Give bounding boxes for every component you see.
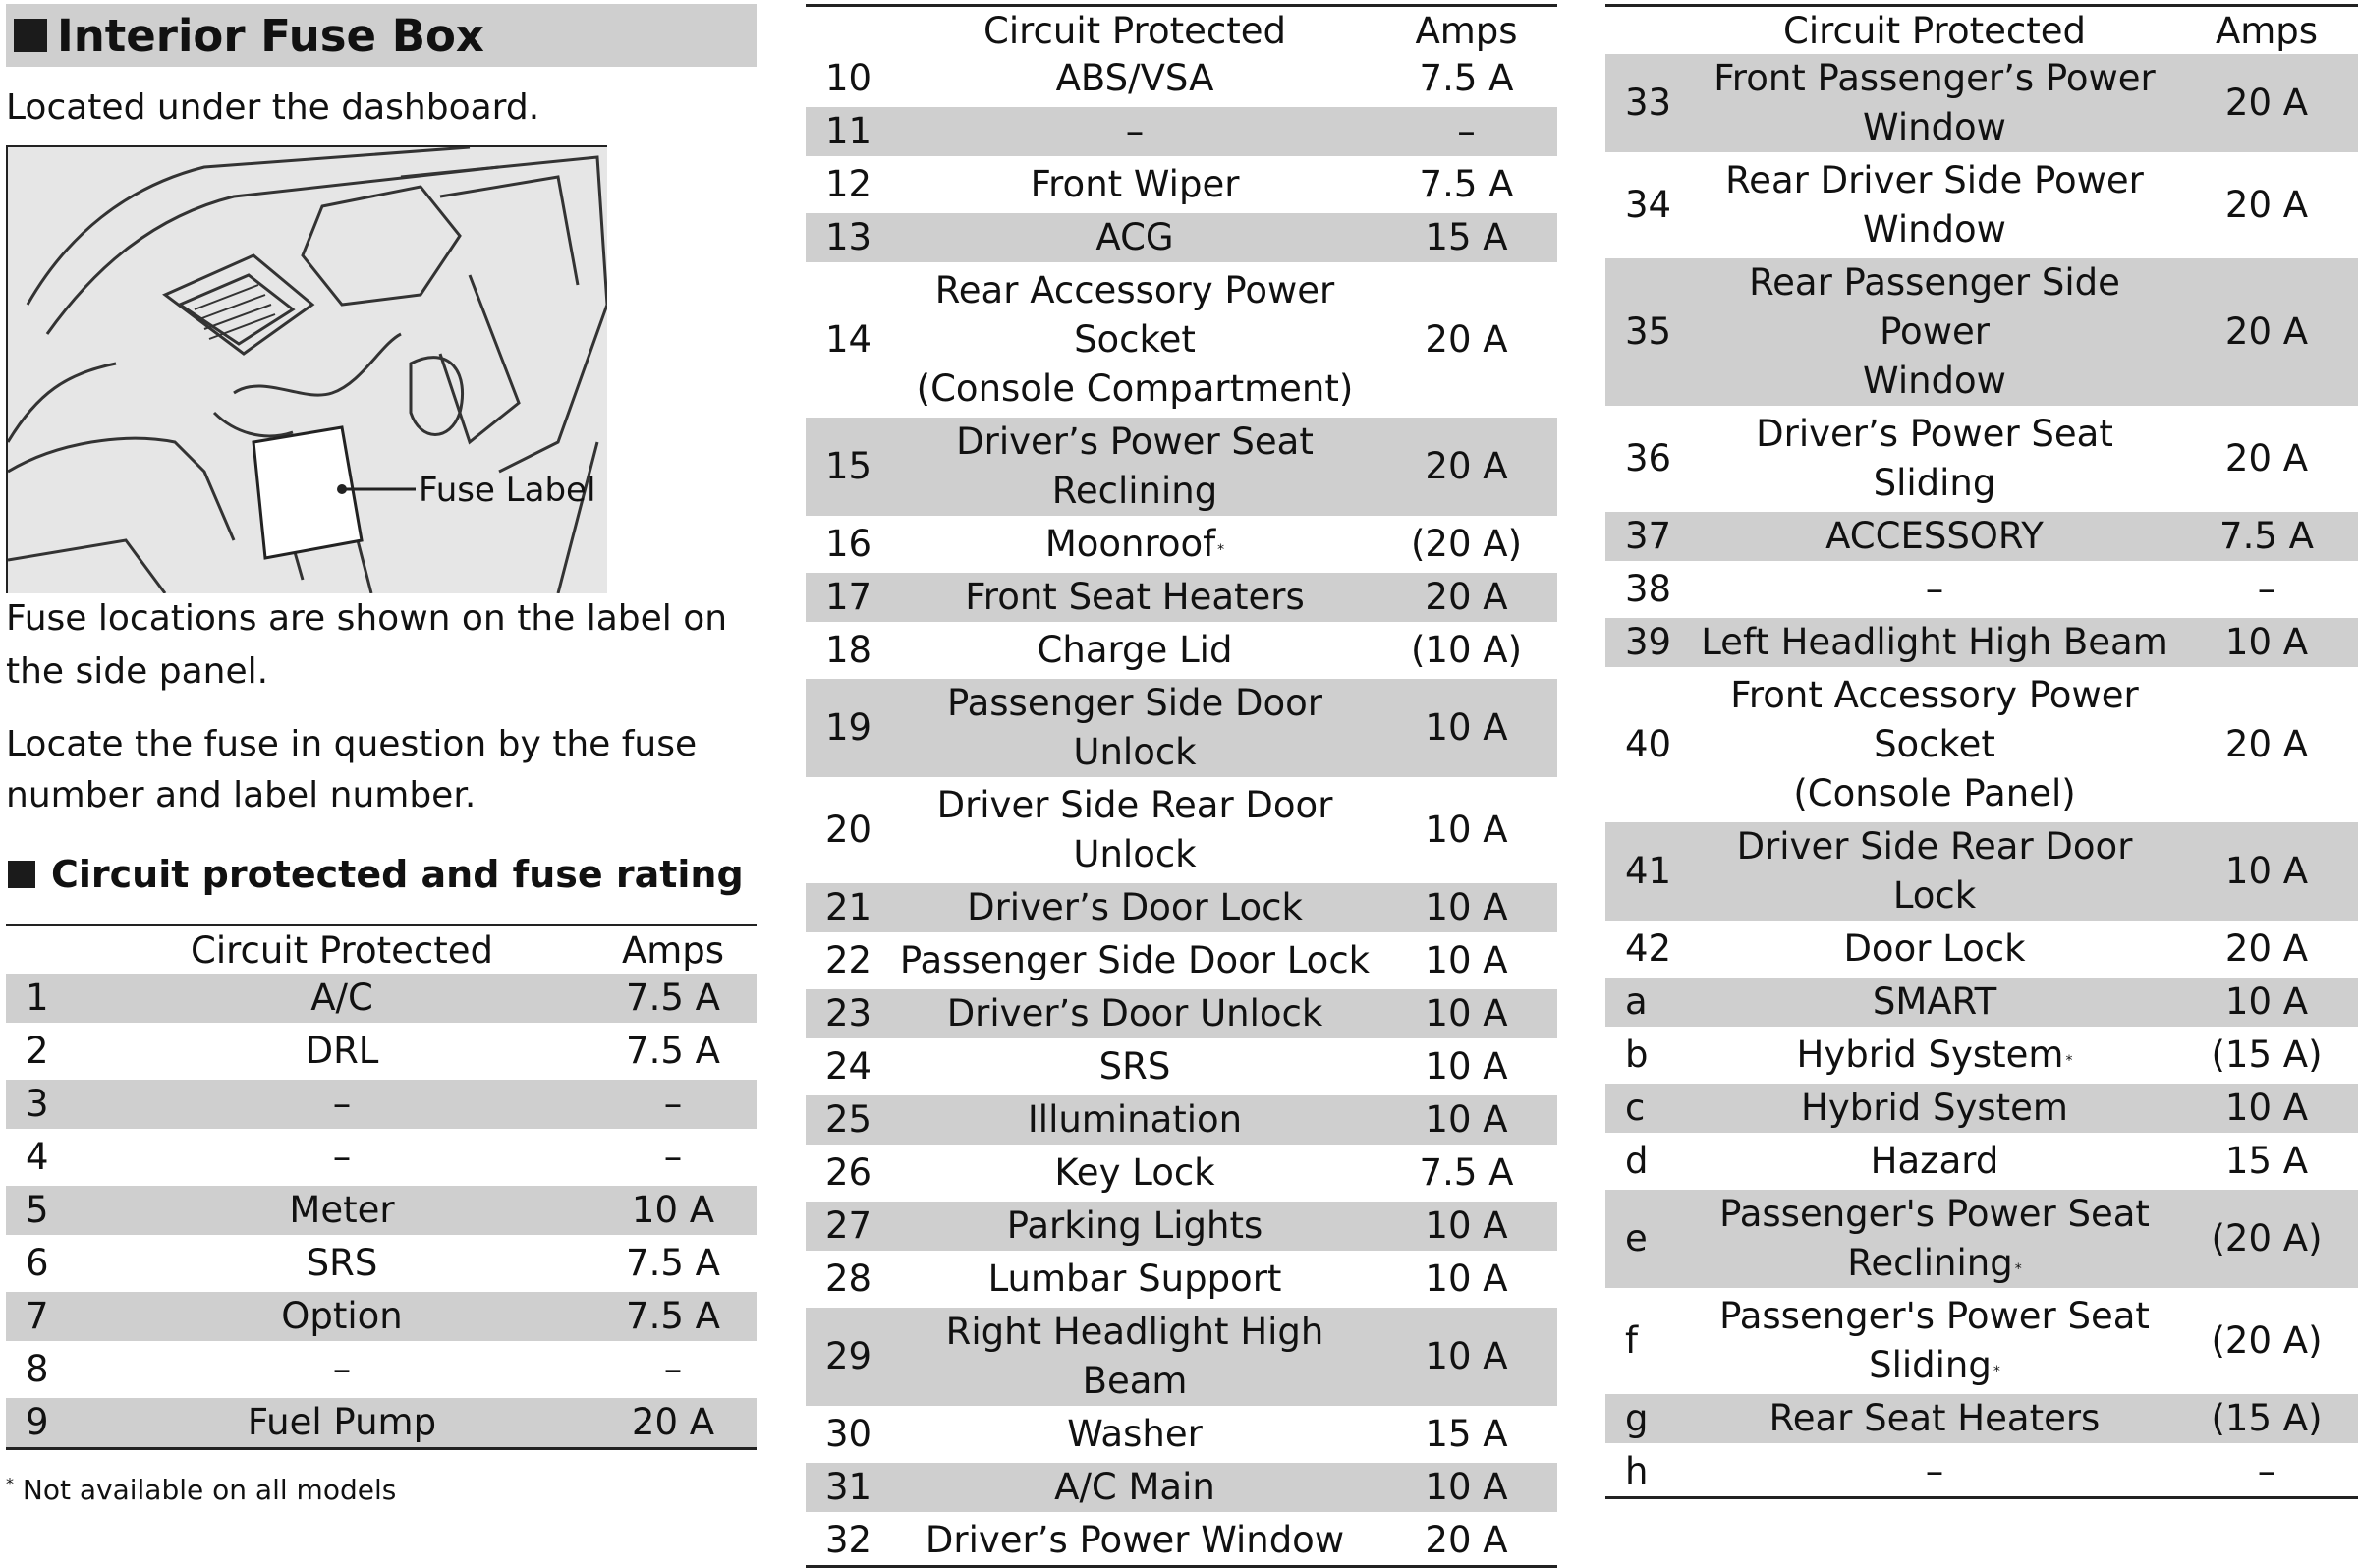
table-row — [1605, 154, 2358, 256]
circuit-name: Meter — [289, 1189, 395, 1231]
circuit-name: – — [332, 1136, 352, 1178]
footnote-marker: * — [2065, 1053, 2073, 1069]
fuse-rating: (20 A) — [2175, 1188, 2358, 1290]
circuit-cell — [1694, 669, 2175, 820]
circuit-name: Front Seat Heaters — [965, 576, 1305, 618]
table-row — [1605, 256, 2358, 408]
circuit-cell — [1694, 616, 2175, 669]
fuse-number: 4 — [6, 1131, 94, 1184]
circuit-cell — [1694, 1082, 2175, 1135]
table-row — [806, 1093, 1557, 1147]
fuse-number: 26 — [806, 1147, 894, 1200]
fuse-box-illustration — [6, 145, 607, 593]
fuse-number: 35 — [1605, 256, 1694, 408]
table-header-circuit: Circuit Protected — [191, 928, 493, 972]
fuse-rating: – — [2175, 563, 2358, 616]
fuse-rating: (10 A) — [1376, 624, 1557, 677]
circuit-cell — [1694, 563, 2175, 616]
fuse-number: 28 — [806, 1253, 894, 1306]
table-row — [6, 1078, 757, 1131]
circuit-cell — [894, 1461, 1376, 1514]
circuit-cell — [894, 571, 1376, 624]
fuse-number: a — [1605, 976, 1694, 1029]
circuit-cell — [1694, 976, 2175, 1029]
circuit-cell — [1694, 54, 2175, 154]
fuse-number: 23 — [806, 987, 894, 1040]
circuit-cell — [894, 264, 1376, 416]
fuse-rating: 7.5 A — [1376, 1147, 1557, 1200]
circuit-cell — [1694, 820, 2175, 923]
fuse-rating: 20 A — [590, 1396, 757, 1449]
circuit-cell — [894, 1040, 1376, 1093]
fuse-number: 2 — [6, 1025, 94, 1078]
fuse-rating: 15 A — [1376, 211, 1557, 264]
fuse-rating: 20 A — [2175, 54, 2358, 154]
body-line-4: number and label number. — [6, 775, 477, 815]
fuse-rating: (15 A) — [2175, 1029, 2358, 1082]
table-row — [806, 571, 1557, 624]
fuse-number: 14 — [806, 264, 894, 416]
circuit-cell — [1694, 1188, 2175, 1290]
circuit-cell — [1694, 154, 2175, 256]
fuse-rating: 20 A — [2175, 256, 2358, 408]
circuit-name: Front Passenger’s Power Window — [1713, 57, 2156, 148]
circuit-cell — [894, 934, 1376, 987]
table-row — [806, 105, 1557, 158]
fuse-number: 25 — [806, 1093, 894, 1147]
table-row — [806, 1514, 1557, 1567]
circuit-cell — [1694, 510, 2175, 563]
circuit-cell — [94, 1131, 590, 1184]
fuse-number: 19 — [806, 677, 894, 779]
table-row — [1605, 1082, 2358, 1135]
circuit-cell — [894, 1147, 1376, 1200]
circuit-name: Driver Side Rear Door Unlock — [936, 784, 1333, 875]
table-row — [806, 779, 1557, 881]
table-row — [6, 1290, 757, 1343]
circuit-cell — [94, 974, 590, 1025]
table-row — [806, 1040, 1557, 1093]
fuse-number: 15 — [806, 416, 894, 518]
table-row — [1605, 1029, 2358, 1082]
footnote-marker: * — [1217, 542, 1225, 558]
fuse-number: 33 — [1605, 54, 1694, 154]
fuse-number: 16 — [806, 518, 894, 571]
circuit-name: Option — [281, 1295, 403, 1337]
circuit-name: Fuel Pump — [247, 1401, 437, 1443]
fuse-rating: 7.5 A — [590, 1237, 757, 1290]
fuse-rating: 7.5 A — [590, 974, 757, 1025]
circuit-cell — [894, 624, 1376, 677]
table-header-circuit: Circuit Protected — [1783, 9, 2086, 52]
table-row — [806, 1306, 1557, 1408]
circuit-name: ACG — [1095, 216, 1174, 258]
circuit-name: Passenger Side Door Unlock — [946, 682, 1323, 773]
fuse-rating: 20 A — [2175, 923, 2358, 976]
circuit-name: Key Lock — [1054, 1151, 1215, 1194]
title-bar — [6, 4, 757, 67]
circuit-name: Driver’s Door Lock — [967, 886, 1303, 928]
circuit-name: Rear Driver Side Power Window — [1725, 159, 2144, 251]
table-row — [1605, 1135, 2358, 1188]
circuit-name: ABS/VSA — [1055, 57, 1214, 99]
table-header-amps: Amps — [621, 928, 725, 972]
fuse-number: d — [1605, 1135, 1694, 1188]
circuit-name: – — [332, 1083, 352, 1125]
circuit-cell — [94, 1396, 590, 1449]
table-row — [806, 1200, 1557, 1253]
circuit-name: ACCESSORY — [1825, 515, 2044, 557]
footnote-marker: * — [1993, 1364, 2000, 1379]
table-row — [6, 1237, 757, 1290]
circuit-name: Rear Accessory Power Socket (Console Compartment) — [916, 269, 1354, 410]
table-row — [806, 54, 1557, 105]
footnote-text: Not available on all models — [22, 1474, 397, 1506]
footnote-marker: * — [6, 1474, 14, 1493]
circuit-cell — [1694, 1290, 2175, 1392]
section-heading: Circuit protected and fuse rating — [8, 853, 744, 896]
dashboard-drawing — [8, 147, 607, 593]
body-line-3: Locate the fuse in question by the fuse — [6, 724, 698, 764]
circuit-name: Hybrid System — [1796, 1034, 2064, 1076]
circuit-name: Passenger Side Door Lock — [899, 939, 1371, 981]
circuit-name: SRS — [306, 1242, 378, 1284]
table-row — [1605, 54, 2358, 154]
circuit-name: Hazard — [1870, 1140, 1999, 1182]
circuit-name: Driver’s Power Window — [925, 1519, 1345, 1561]
fuse-number: 27 — [806, 1200, 894, 1253]
fuse-rating: 20 A — [2175, 669, 2358, 820]
circuit-cell — [894, 158, 1376, 211]
circuit-cell — [94, 1184, 590, 1237]
fuse-number: 22 — [806, 934, 894, 987]
table-row — [806, 1408, 1557, 1461]
table-header-number — [1605, 6, 1694, 55]
fuse-rating: 7.5 A — [590, 1290, 757, 1343]
fuse-number: 9 — [6, 1396, 94, 1449]
fuse-number: g — [1605, 1392, 1694, 1445]
fuse-number: e — [1605, 1188, 1694, 1290]
circuit-cell — [894, 677, 1376, 779]
table-header-amps: Amps — [2215, 9, 2319, 52]
fuse-rating: 7.5 A — [1419, 57, 1514, 99]
circuit-cell — [1694, 1029, 2175, 1082]
fuse-rating: – — [1376, 105, 1557, 158]
circuit-cell — [1694, 408, 2175, 510]
circuit-cell — [1694, 923, 2175, 976]
fuse-rating: (15 A) — [2175, 1392, 2358, 1445]
table-row — [806, 1461, 1557, 1514]
table-row — [1605, 923, 2358, 976]
circuit-name: A/C Main — [1054, 1466, 1215, 1508]
circuit-cell — [894, 1408, 1376, 1461]
fuse-rating: 20 A — [2175, 154, 2358, 256]
table-row — [1605, 616, 2358, 669]
fuse-rating: 20 A — [1376, 416, 1557, 518]
table-row — [806, 677, 1557, 779]
fuse-rating: 20 A — [1376, 571, 1557, 624]
fuse-number: 18 — [806, 624, 894, 677]
table-row — [806, 416, 1557, 518]
fuse-number: h — [1605, 1445, 1694, 1498]
table-row — [6, 1396, 757, 1449]
circuit-cell — [94, 1025, 590, 1078]
fuse-number: 8 — [6, 1343, 94, 1396]
table-row — [1605, 976, 2358, 1029]
fuse-rating: 10 A — [1376, 1461, 1557, 1514]
fuse-number: 40 — [1605, 669, 1694, 820]
fuse-rating: 10 A — [1376, 1253, 1557, 1306]
circuit-name: – — [1925, 568, 1944, 610]
circuit-name: Rear Seat Heaters — [1768, 1397, 2101, 1439]
fuse-rating: 20 A — [1376, 264, 1557, 416]
circuit-cell — [894, 779, 1376, 881]
fuse-rating: 10 A — [1376, 1093, 1557, 1147]
circuit-name: Right Headlight High Beam — [945, 1311, 1324, 1402]
fuse-rating: 15 A — [2175, 1135, 2358, 1188]
fuse-rating: 10 A — [1376, 1200, 1557, 1253]
fuse-rating: 10 A — [1376, 779, 1557, 881]
fuse-rating: (20 A) — [2175, 1290, 2358, 1392]
fuse-rating: 20 A — [2175, 408, 2358, 510]
fuse-number: 24 — [806, 1040, 894, 1093]
fuse-number: 6 — [6, 1237, 94, 1290]
table-header-number — [6, 925, 94, 975]
circuit-cell — [894, 881, 1376, 934]
body-line-1: Fuse locations are shown on the label on — [6, 598, 728, 639]
circuit-name: Driver’s Power Seat Reclining — [956, 420, 1314, 512]
circuit-name: Charge Lid — [1037, 629, 1233, 671]
circuit-name: Rear Passenger Side Power Window — [1749, 261, 2120, 402]
circuit-name: Driver Side Rear Door Lock — [1736, 825, 2133, 917]
table-row — [1605, 820, 2358, 923]
table-row — [806, 158, 1557, 211]
circuit-name: Passenger's Power Seat Reclining — [1719, 1193, 2150, 1284]
fuse-number: 36 — [1605, 408, 1694, 510]
fuse-rating: 10 A — [1376, 1306, 1557, 1408]
circuit-cell — [94, 1290, 590, 1343]
fuse-number: f — [1605, 1290, 1694, 1392]
footnote-marker: * — [2014, 1261, 2022, 1277]
fuse-number: c — [1605, 1082, 1694, 1135]
table-row — [6, 1184, 757, 1237]
fuse-rating: 10 A — [590, 1184, 757, 1237]
fuse-number: 1 — [6, 974, 94, 1025]
circuit-cell — [1694, 1392, 2175, 1445]
fuse-table-3 — [1605, 4, 2358, 1499]
circuit-name: Driver’s Power Seat Sliding — [1756, 413, 2113, 504]
fuse-rating: 10 A — [1376, 987, 1557, 1040]
fuse-number: 13 — [806, 211, 894, 264]
circuit-name: – — [1925, 1450, 1944, 1492]
circuit-cell — [894, 987, 1376, 1040]
fuse-number: 10 — [825, 57, 872, 99]
table-row — [806, 264, 1557, 416]
table-row — [6, 1025, 757, 1078]
circuit-name: – — [1125, 110, 1145, 152]
fuse-number: 37 — [1605, 510, 1694, 563]
table-row — [6, 1343, 757, 1396]
fuse-number: 32 — [806, 1514, 894, 1567]
fuse-number: b — [1605, 1029, 1694, 1082]
table-row — [806, 934, 1557, 987]
circuit-name: Front Accessory Power Socket (Console Panel) — [1730, 674, 2139, 814]
table-row — [806, 1147, 1557, 1200]
fuse-number: 30 — [806, 1408, 894, 1461]
fuse-rating: – — [590, 1078, 757, 1131]
fuse-rating: 15 A — [1376, 1408, 1557, 1461]
fuse-rating: 10 A — [2175, 820, 2358, 923]
circuit-cell — [894, 1514, 1376, 1567]
circuit-name: – — [332, 1348, 352, 1390]
fuse-rating: (20 A) — [1376, 518, 1557, 571]
circuit-name: Parking Lights — [1006, 1204, 1263, 1247]
table-row — [1605, 1445, 2358, 1498]
table-row — [1605, 408, 2358, 510]
table-row — [806, 1253, 1557, 1306]
circuit-name: DRL — [305, 1030, 379, 1072]
table-row — [806, 211, 1557, 264]
fuse-rating: 10 A — [2175, 616, 2358, 669]
fuse-number: 5 — [6, 1184, 94, 1237]
circuit-name: A/C — [310, 977, 373, 1019]
fuse-number: 21 — [806, 881, 894, 934]
circuit-name: Driver’s Door Unlock — [946, 992, 1323, 1035]
fuse-rating: 10 A — [2175, 976, 2358, 1029]
circuit-name: Door Lock — [1843, 927, 2026, 970]
fuse-rating: 10 A — [2175, 1082, 2358, 1135]
circuit-name: Front Wiper — [1030, 163, 1240, 205]
fuse-number: 7 — [6, 1290, 94, 1343]
table-header-amps: Amps — [1415, 9, 1518, 52]
fuse-number: 39 — [1605, 616, 1694, 669]
fuse-number: 20 — [806, 779, 894, 881]
circuit-cell — [894, 518, 1376, 571]
table-header-number — [806, 6, 894, 55]
circuit-name: SMART — [1872, 980, 1997, 1023]
circuit-cell — [94, 1343, 590, 1396]
circuit-cell — [94, 1237, 590, 1290]
heading-square-icon — [14, 19, 47, 52]
circuit-name: Left Headlight High Beam — [1701, 621, 2168, 663]
circuit-cell — [894, 416, 1376, 518]
table-row — [1605, 510, 2358, 563]
circuit-cell — [894, 1306, 1376, 1408]
table-row — [1605, 1290, 2358, 1392]
fuse-number: 11 — [806, 105, 894, 158]
fuse-rating: 20 A — [1376, 1514, 1557, 1567]
footnote — [6, 1474, 396, 1506]
circuit-cell — [1694, 256, 2175, 408]
fuse-rating: 7.5 A — [590, 1025, 757, 1078]
section-square-icon — [8, 861, 35, 888]
fuse-rating: – — [590, 1343, 757, 1396]
fuse-rating: 10 A — [1376, 1040, 1557, 1093]
fuse-number: 42 — [1605, 923, 1694, 976]
table-row — [6, 1131, 757, 1184]
circuit-name: Washer — [1067, 1413, 1203, 1455]
circuit-name: Passenger's Power Seat Sliding — [1719, 1295, 2150, 1386]
table-row — [1605, 563, 2358, 616]
location-text: Located under the dashboard. — [6, 87, 540, 128]
circuit-cell — [894, 1093, 1376, 1147]
circuit-cell — [94, 1078, 590, 1131]
fuse-rating: – — [590, 1131, 757, 1184]
circuit-name: Moonroof — [1044, 523, 1216, 565]
table-row — [806, 987, 1557, 1040]
table-row — [806, 518, 1557, 571]
fuse-rating: 7.5 A — [2175, 510, 2358, 563]
fuse-number: 34 — [1605, 154, 1694, 256]
table-row — [1605, 1188, 2358, 1290]
circuit-name: Illumination — [1027, 1098, 1243, 1141]
table-row — [806, 624, 1557, 677]
circuit-name: SRS — [1098, 1045, 1171, 1088]
circuit-cell — [894, 211, 1376, 264]
circuit-cell — [1694, 1445, 2175, 1498]
circuit-cell — [1694, 1135, 2175, 1188]
fuse-number: 12 — [806, 158, 894, 211]
fuse-number: 31 — [806, 1461, 894, 1514]
fuse-rating: 10 A — [1376, 881, 1557, 934]
fuse-label-callout: Fuse Label — [419, 471, 596, 510]
table-row — [6, 974, 757, 1025]
fuse-table-2 — [806, 4, 1557, 1568]
fuse-table-1 — [6, 924, 757, 1450]
fuse-number: 3 — [6, 1078, 94, 1131]
fuse-rating: 10 A — [1376, 934, 1557, 987]
circuit-name: Hybrid System — [1801, 1087, 2068, 1129]
body-line-2: the side panel. — [6, 651, 269, 692]
fuse-rating: – — [2175, 1445, 2358, 1498]
fuse-number: 17 — [806, 571, 894, 624]
circuit-cell — [894, 54, 1376, 105]
fuse-rating: 7.5 A — [1376, 158, 1557, 211]
table-row — [806, 881, 1557, 934]
circuit-cell — [894, 105, 1376, 158]
circuit-name: Lumbar Support — [987, 1258, 1282, 1300]
circuit-cell — [894, 1200, 1376, 1253]
table-row — [1605, 669, 2358, 820]
fuse-number: 29 — [806, 1306, 894, 1408]
table-header-circuit: Circuit Protected — [983, 9, 1286, 52]
page-title: Interior Fuse Box — [57, 9, 484, 62]
fuse-number: 41 — [1605, 820, 1694, 923]
fuse-number: 38 — [1605, 563, 1694, 616]
fuse-rating: 10 A — [1376, 677, 1557, 779]
table-row — [1605, 1392, 2358, 1445]
circuit-cell — [894, 1253, 1376, 1306]
